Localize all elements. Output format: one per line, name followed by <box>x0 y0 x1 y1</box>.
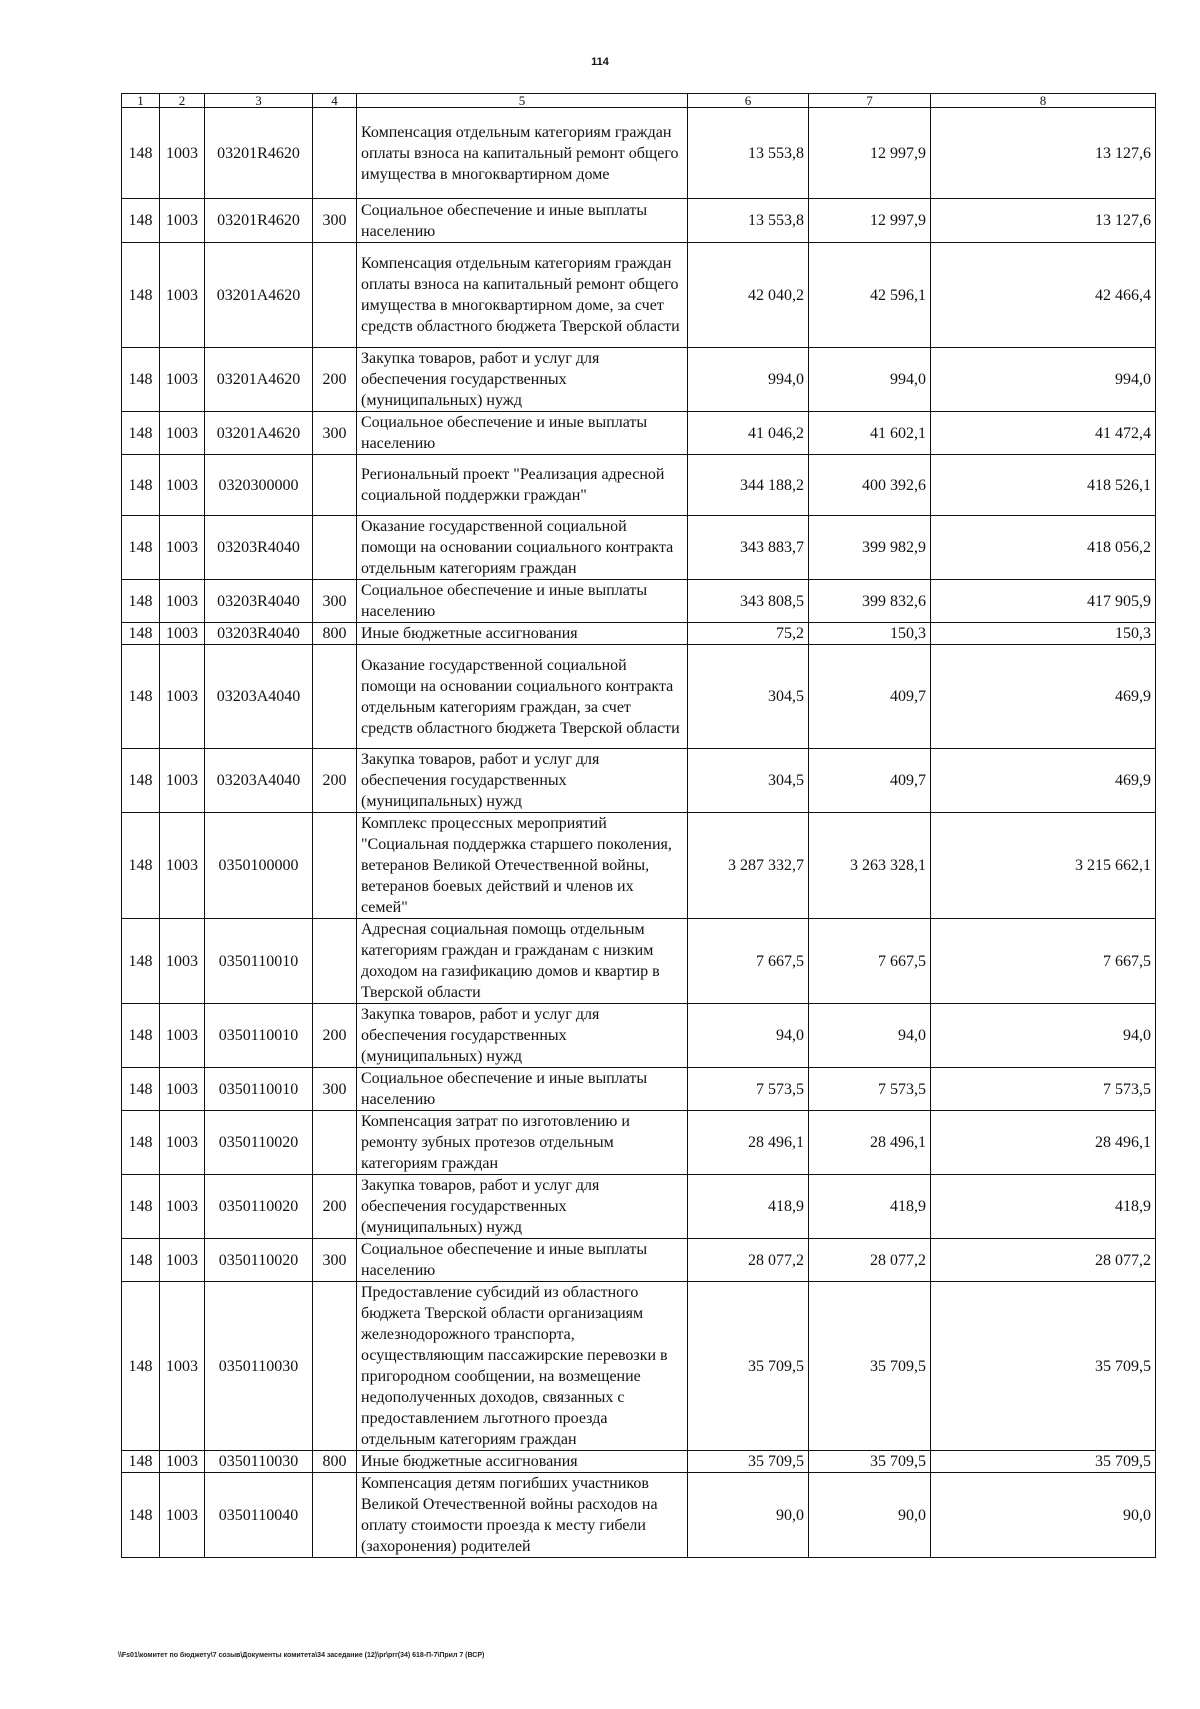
cell-value-col7: 41 602,1 <box>809 412 931 455</box>
cell-value-col7: 3 263 328,1 <box>809 813 931 919</box>
cell-value-col6: 13 553,8 <box>688 199 809 243</box>
table-row <box>122 580 1156 623</box>
cell-value-col8: 994,0 <box>931 348 1156 412</box>
cell-expense-type: 300 <box>313 1239 357 1282</box>
cell-value-col7: 35 709,5 <box>809 1282 931 1451</box>
column-header: 3 <box>205 94 313 108</box>
table-row <box>122 412 1156 455</box>
cell-expense-type: 300 <box>313 412 357 455</box>
column-header: 5 <box>357 94 688 108</box>
cell-value-col7: 399 832,6 <box>809 580 931 623</box>
cell-value-col8: 90,0 <box>931 1473 1156 1558</box>
cell-section: 1003 <box>160 108 205 199</box>
cell-target-article: 03203A4040 <box>205 645 313 749</box>
table-row <box>122 348 1156 412</box>
table-row <box>122 1175 1156 1239</box>
cell-description: Компенсация затрат по изготовлению и ремонту зубных протезов отдельным категориям граждан <box>357 1111 688 1175</box>
cell-value-col6: 344 188,2 <box>688 455 809 516</box>
cell-value-col6: 94,0 <box>688 1004 809 1068</box>
cell-description: Закупка товаров, работ и услуг для обеспечения государственных (муниципальных) нужд <box>357 749 688 813</box>
footer-file-path: \\Fs01\комитет по бюджету\7 созыв\Документы комитета\34 заседание (12)\pr\prr(34) 618-П-7\Прил 7 (ВСР) <box>118 1652 485 1659</box>
table-row <box>122 1473 1156 1558</box>
cell-value-col7: 28 496,1 <box>809 1111 931 1175</box>
cell-target-article: 03201A4620 <box>205 243 313 348</box>
cell-target-article: 03203A4040 <box>205 749 313 813</box>
cell-expense-type: 300 <box>313 1068 357 1111</box>
cell-value-col6: 28 496,1 <box>688 1111 809 1175</box>
cell-value-col6: 7 573,5 <box>688 1068 809 1111</box>
cell-ministry: 148 <box>122 412 160 455</box>
cell-ministry: 148 <box>122 516 160 580</box>
table-row <box>122 1451 1156 1473</box>
cell-ministry: 148 <box>122 1175 160 1239</box>
cell-target-article: 03201A4620 <box>205 412 313 455</box>
table-row <box>122 516 1156 580</box>
cell-description: Оказание государственной социальной помощи на основании социального контракта отдельным категориям граждан, за счет средств областного бюджета Тверской области <box>357 645 688 749</box>
table-body <box>122 108 1156 1558</box>
cell-section: 1003 <box>160 919 205 1004</box>
cell-target-article: 03201R4620 <box>205 199 313 243</box>
cell-value-col7: 994,0 <box>809 348 931 412</box>
cell-value-col8: 42 466,4 <box>931 243 1156 348</box>
column-header: 7 <box>809 94 931 108</box>
cell-ministry: 148 <box>122 1068 160 1111</box>
cell-section: 1003 <box>160 623 205 645</box>
cell-ministry: 148 <box>122 199 160 243</box>
cell-value-col8: 35 709,5 <box>931 1282 1156 1451</box>
cell-value-col8: 13 127,6 <box>931 108 1156 199</box>
cell-value-col6: 90,0 <box>688 1473 809 1558</box>
cell-value-col8: 94,0 <box>931 1004 1156 1068</box>
cell-expense-type <box>313 1473 357 1558</box>
cell-value-col6: 343 883,7 <box>688 516 809 580</box>
column-header: 4 <box>313 94 357 108</box>
cell-section: 1003 <box>160 348 205 412</box>
cell-section: 1003 <box>160 645 205 749</box>
cell-value-col7: 35 709,5 <box>809 1451 931 1473</box>
cell-description: Компенсация детям погибших участников Великой Отечественной войны расходов на оплату стоимости проезда к месту гибели (захоронения) родителей <box>357 1473 688 1558</box>
table-row <box>122 1282 1156 1451</box>
cell-ministry: 148 <box>122 1451 160 1473</box>
cell-value-col6: 304,5 <box>688 645 809 749</box>
cell-value-col6: 994,0 <box>688 348 809 412</box>
table-row <box>122 813 1156 919</box>
cell-value-col6: 343 808,5 <box>688 580 809 623</box>
cell-ministry: 148 <box>122 108 160 199</box>
cell-value-col8: 418 056,2 <box>931 516 1156 580</box>
table-row <box>122 1111 1156 1175</box>
cell-value-col8: 418 526,1 <box>931 455 1156 516</box>
cell-value-col8: 28 077,2 <box>931 1239 1156 1282</box>
cell-target-article: 0350110040 <box>205 1473 313 1558</box>
page-number: 114 <box>591 56 609 68</box>
cell-target-article: 0350100000 <box>205 813 313 919</box>
cell-value-col7: 7 573,5 <box>809 1068 931 1111</box>
cell-description: Социальное обеспечение и иные выплаты населению <box>357 1239 688 1282</box>
cell-value-col8: 469,9 <box>931 749 1156 813</box>
cell-ministry: 148 <box>122 623 160 645</box>
cell-value-col7: 409,7 <box>809 749 931 813</box>
cell-ministry: 148 <box>122 1004 160 1068</box>
cell-ministry: 148 <box>122 919 160 1004</box>
cell-ministry: 148 <box>122 645 160 749</box>
column-header: 1 <box>122 94 160 108</box>
cell-description: Закупка товаров, работ и услуг для обеспечения государственных (муниципальных) нужд <box>357 1004 688 1068</box>
cell-expense-type <box>313 108 357 199</box>
cell-section: 1003 <box>160 1004 205 1068</box>
cell-target-article: 0320300000 <box>205 455 313 516</box>
cell-value-col7: 28 077,2 <box>809 1239 931 1282</box>
cell-target-article: 03203R4040 <box>205 623 313 645</box>
cell-value-col6: 35 709,5 <box>688 1451 809 1473</box>
cell-expense-type: 300 <box>313 199 357 243</box>
cell-expense-type: 300 <box>313 580 357 623</box>
cell-value-col8: 13 127,6 <box>931 199 1156 243</box>
table-header-row <box>122 94 1156 108</box>
cell-value-col8: 3 215 662,1 <box>931 813 1156 919</box>
cell-ministry: 148 <box>122 1282 160 1451</box>
cell-value-col7: 7 667,5 <box>809 919 931 1004</box>
cell-value-col7: 12 997,9 <box>809 108 931 199</box>
cell-target-article: 03203R4040 <box>205 516 313 580</box>
cell-section: 1003 <box>160 813 205 919</box>
cell-description: Социальное обеспечение и иные выплаты населению <box>357 1068 688 1111</box>
cell-expense-type: 200 <box>313 1004 357 1068</box>
cell-section: 1003 <box>160 1282 205 1451</box>
cell-section: 1003 <box>160 1239 205 1282</box>
table-row <box>122 645 1156 749</box>
cell-section: 1003 <box>160 1451 205 1473</box>
cell-value-col7: 42 596,1 <box>809 243 931 348</box>
cell-description: Иные бюджетные ассигнования <box>357 1451 688 1473</box>
column-header: 6 <box>688 94 809 108</box>
cell-value-col8: 35 709,5 <box>931 1451 1156 1473</box>
cell-description: Оказание государственной социальной помощи на основании социального контракта отдельным категориям граждан <box>357 516 688 580</box>
cell-section: 1003 <box>160 1068 205 1111</box>
cell-value-col8: 41 472,4 <box>931 412 1156 455</box>
cell-section: 1003 <box>160 455 205 516</box>
cell-section: 1003 <box>160 243 205 348</box>
cell-expense-type <box>313 813 357 919</box>
cell-target-article: 0350110020 <box>205 1175 313 1239</box>
cell-target-article: 0350110010 <box>205 1004 313 1068</box>
table-row <box>122 623 1156 645</box>
column-header: 2 <box>160 94 205 108</box>
cell-section: 1003 <box>160 412 205 455</box>
cell-value-col6: 42 040,2 <box>688 243 809 348</box>
cell-ministry: 148 <box>122 813 160 919</box>
cell-value-col7: 94,0 <box>809 1004 931 1068</box>
cell-value-col8: 150,3 <box>931 623 1156 645</box>
cell-expense-type: 200 <box>313 1175 357 1239</box>
cell-value-col6: 7 667,5 <box>688 919 809 1004</box>
cell-value-col6: 75,2 <box>688 623 809 645</box>
cell-target-article: 0350110030 <box>205 1282 313 1451</box>
cell-value-col8: 469,9 <box>931 645 1156 749</box>
cell-value-col7: 418,9 <box>809 1175 931 1239</box>
cell-description: Социальное обеспечение и иные выплаты населению <box>357 412 688 455</box>
cell-expense-type: 200 <box>313 348 357 412</box>
column-header: 8 <box>931 94 1156 108</box>
cell-value-col6: 35 709,5 <box>688 1282 809 1451</box>
cell-value-col8: 418,9 <box>931 1175 1156 1239</box>
cell-section: 1003 <box>160 1111 205 1175</box>
cell-description: Региональный проект "Реализация адресной социальной поддержки граждан" <box>357 455 688 516</box>
cell-target-article: 03201R4620 <box>205 108 313 199</box>
cell-description: Комплекс процессных мероприятий "Социальная поддержка старшего поколения, ветеранов Великой Отечественной войны, ветеранов боевых действий и членов их семей" <box>357 813 688 919</box>
table-row <box>122 749 1156 813</box>
cell-target-article: 0350110030 <box>205 1451 313 1473</box>
cell-description: Компенсация отдельным категориям граждан оплаты взноса на капитальный ремонт общего имущества в многоквартирном доме, за счет средств областного бюджета Тверской области <box>357 243 688 348</box>
table-row <box>122 1239 1156 1282</box>
cell-target-article: 03201A4620 <box>205 348 313 412</box>
cell-expense-type <box>313 645 357 749</box>
cell-target-article: 03203R4040 <box>205 580 313 623</box>
cell-value-col7: 150,3 <box>809 623 931 645</box>
cell-ministry: 148 <box>122 455 160 516</box>
cell-section: 1003 <box>160 580 205 623</box>
cell-expense-type <box>313 455 357 516</box>
table-row <box>122 1068 1156 1111</box>
cell-section: 1003 <box>160 1473 205 1558</box>
cell-target-article: 0350110010 <box>205 1068 313 1111</box>
cell-section: 1003 <box>160 516 205 580</box>
cell-value-col6: 13 553,8 <box>688 108 809 199</box>
cell-ministry: 148 <box>122 749 160 813</box>
cell-ministry: 148 <box>122 580 160 623</box>
cell-expense-type <box>313 243 357 348</box>
cell-section: 1003 <box>160 749 205 813</box>
cell-ministry: 148 <box>122 243 160 348</box>
cell-value-col6: 3 287 332,7 <box>688 813 809 919</box>
table-row <box>122 199 1156 243</box>
cell-value-col8: 7 573,5 <box>931 1068 1156 1111</box>
table-row <box>122 108 1156 199</box>
cell-expense-type <box>313 1282 357 1451</box>
cell-description: Адресная социальная помощь отдельным категориям граждан и гражданам с низким доходом на газификацию домов и квартир в Тверской области <box>357 919 688 1004</box>
table-row <box>122 919 1156 1004</box>
cell-ministry: 148 <box>122 1239 160 1282</box>
table-row <box>122 455 1156 516</box>
cell-target-article: 0350110020 <box>205 1239 313 1282</box>
table-row <box>122 1004 1156 1068</box>
cell-value-col8: 417 905,9 <box>931 580 1156 623</box>
cell-value-col7: 409,7 <box>809 645 931 749</box>
cell-description: Компенсация отдельным категориям граждан оплаты взноса на капитальный ремонт общего имущества в многоквартирном доме <box>357 108 688 199</box>
cell-section: 1003 <box>160 199 205 243</box>
cell-description: Закупка товаров, работ и услуг для обеспечения государственных (муниципальных) нужд <box>357 1175 688 1239</box>
cell-ministry: 148 <box>122 1111 160 1175</box>
cell-value-col7: 90,0 <box>809 1473 931 1558</box>
cell-expense-type: 800 <box>313 623 357 645</box>
cell-value-col8: 28 496,1 <box>931 1111 1156 1175</box>
cell-value-col7: 399 982,9 <box>809 516 931 580</box>
cell-value-col6: 418,9 <box>688 1175 809 1239</box>
cell-target-article: 0350110020 <box>205 1111 313 1175</box>
cell-description: Социальное обеспечение и иные выплаты населению <box>357 580 688 623</box>
cell-description: Предоставление субсидий из областного бюджета Тверской области организациям железнодорожного транспорта, осуществляющим пассажирские перевозки в пригородном сообщении, на возмещение недополученных доходов, связанных с предоставлением льготного проезда отдельным категориям граждан <box>357 1282 688 1451</box>
cell-ministry: 148 <box>122 348 160 412</box>
cell-expense-type <box>313 1111 357 1175</box>
cell-expense-type <box>313 919 357 1004</box>
cell-value-col6: 41 046,2 <box>688 412 809 455</box>
cell-expense-type <box>313 516 357 580</box>
cell-section: 1003 <box>160 1175 205 1239</box>
cell-value-col6: 28 077,2 <box>688 1239 809 1282</box>
cell-value-col7: 12 997,9 <box>809 199 931 243</box>
table-row <box>122 243 1156 348</box>
cell-target-article: 0350110010 <box>205 919 313 1004</box>
cell-value-col8: 7 667,5 <box>931 919 1156 1004</box>
budget-table <box>121 93 1156 1558</box>
cell-description: Иные бюджетные ассигнования <box>357 623 688 645</box>
cell-value-col7: 400 392,6 <box>809 455 931 516</box>
cell-expense-type: 800 <box>313 1451 357 1473</box>
cell-value-col6: 304,5 <box>688 749 809 813</box>
cell-description: Социальное обеспечение и иные выплаты населению <box>357 199 688 243</box>
cell-expense-type: 200 <box>313 749 357 813</box>
cell-ministry: 148 <box>122 1473 160 1558</box>
cell-description: Закупка товаров, работ и услуг для обеспечения государственных (муниципальных) нужд <box>357 348 688 412</box>
